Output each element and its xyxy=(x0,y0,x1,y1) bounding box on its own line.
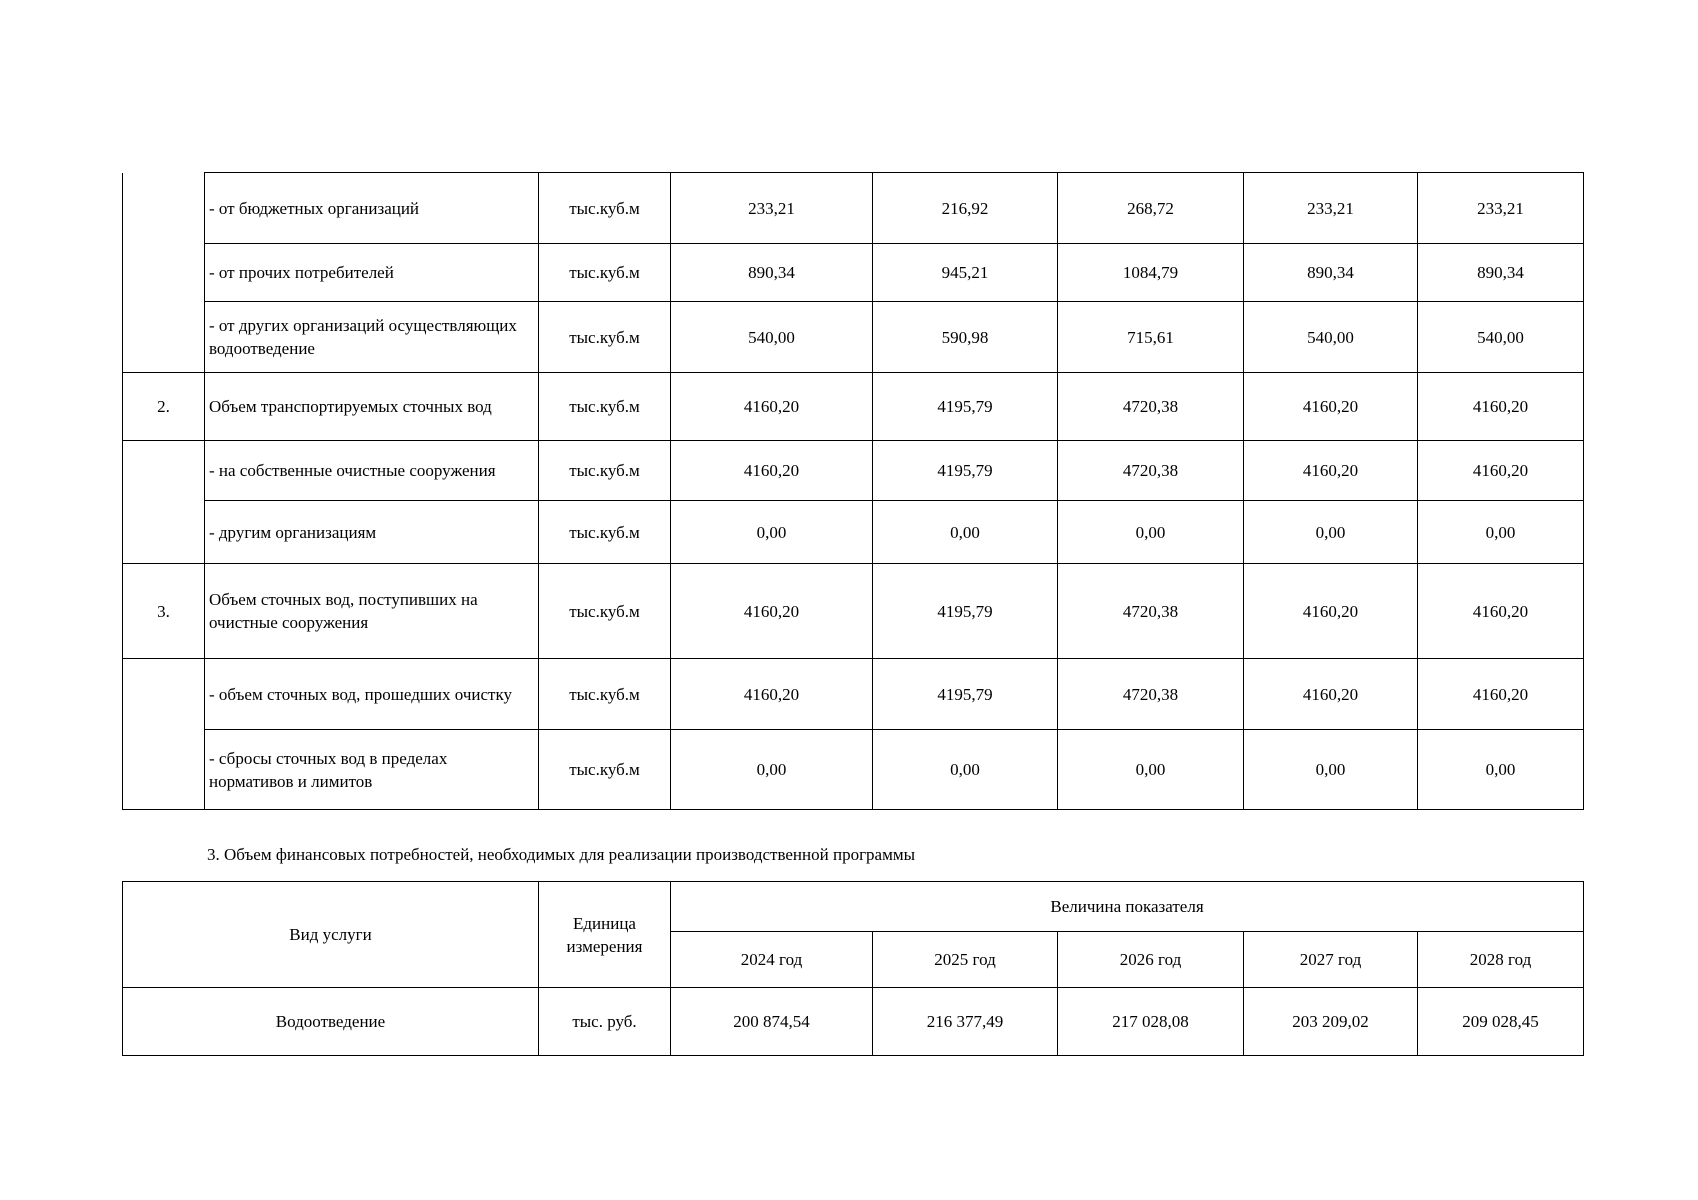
value-2026: 217 028,08 xyxy=(1058,988,1244,1056)
row-number: 3. xyxy=(123,564,205,659)
row-unit: тыс.куб.м xyxy=(539,501,671,564)
row-unit: тыс.куб.м xyxy=(539,441,671,501)
row-name: - на собственные очистные сооружения xyxy=(205,441,539,501)
table-row xyxy=(123,441,1584,501)
value-2028: 4160,20 xyxy=(1418,564,1584,659)
value-2025: 4195,79 xyxy=(873,564,1058,659)
table-row xyxy=(123,373,1584,441)
year-2028: 2028 год xyxy=(1418,932,1584,988)
value-2028: 209 028,45 xyxy=(1418,988,1584,1056)
value-2028: 4160,20 xyxy=(1418,441,1584,501)
row-unit: тыс.куб.м xyxy=(539,302,671,373)
value-2028: 890,34 xyxy=(1418,244,1584,302)
table-row xyxy=(123,302,1584,373)
value-2027: 890,34 xyxy=(1244,244,1418,302)
value-2025: 4195,79 xyxy=(873,441,1058,501)
value-2027: 4160,20 xyxy=(1244,441,1418,501)
value-2025: 0,00 xyxy=(873,501,1058,564)
finance-table xyxy=(122,881,1584,1056)
value-2024: 0,00 xyxy=(671,501,873,564)
row-unit: тыс.куб.м xyxy=(539,730,671,810)
value-2028: 233,21 xyxy=(1418,173,1584,244)
value-2026: 0,00 xyxy=(1058,730,1244,810)
value-2025: 0,00 xyxy=(873,730,1058,810)
value-2027: 0,00 xyxy=(1244,501,1418,564)
row-name: - от других организаций осуществляющих водоотведение xyxy=(205,302,539,373)
header-value: Величина показателя xyxy=(671,882,1584,932)
table-row xyxy=(123,564,1584,659)
row-unit: тыс.куб.м xyxy=(539,659,671,730)
value-2026: 1084,79 xyxy=(1058,244,1244,302)
value-2028: 4160,20 xyxy=(1418,659,1584,730)
row-number xyxy=(123,441,205,564)
value-2027: 0,00 xyxy=(1244,730,1418,810)
header-unit: Единица измерения xyxy=(539,882,671,988)
year-2027: 2027 год xyxy=(1244,932,1418,988)
section-title: 3. Объем финансовых потребностей, необходимых для реализации производственной программы xyxy=(207,845,916,864)
value-2024: 233,21 xyxy=(671,173,873,244)
table-row xyxy=(123,659,1584,730)
value-2024: 0,00 xyxy=(671,730,873,810)
value-2026: 4720,38 xyxy=(1058,659,1244,730)
row-number: 2. xyxy=(123,373,205,441)
row-unit: тыс.куб.м xyxy=(539,173,671,244)
row-name: - от прочих потребителей xyxy=(205,244,539,302)
row-unit: тыс.куб.м xyxy=(539,244,671,302)
value-2024: 4160,20 xyxy=(671,659,873,730)
value-2027: 4160,20 xyxy=(1244,659,1418,730)
value-2026: 4720,38 xyxy=(1058,373,1244,441)
year-2024: 2024 год xyxy=(671,932,873,988)
value-2025: 4195,79 xyxy=(873,659,1058,730)
year-2026: 2026 год xyxy=(1058,932,1244,988)
value-2024: 890,34 xyxy=(671,244,873,302)
finance-header-row xyxy=(123,882,1584,932)
value-2025: 216 377,49 xyxy=(873,988,1058,1056)
finance-table-body xyxy=(123,882,1584,1056)
value-2027: 233,21 xyxy=(1244,173,1418,244)
value-2028: 4160,20 xyxy=(1418,373,1584,441)
row-name: - объем сточных вод, прошедших очистку xyxy=(205,659,539,730)
table-row xyxy=(123,988,1584,1056)
value-2025: 945,21 xyxy=(873,244,1058,302)
row-name: - от бюджетных организаций xyxy=(205,173,539,244)
value-2026: 715,61 xyxy=(1058,302,1244,373)
table-row xyxy=(123,501,1584,564)
value-2027: 4160,20 xyxy=(1244,373,1418,441)
production-program-table xyxy=(122,172,1584,810)
service-unit: тыс. руб. xyxy=(539,988,671,1056)
row-name: Объем транспортируемых сточных вод xyxy=(205,373,539,441)
value-2028: 0,00 xyxy=(1418,730,1584,810)
value-2024: 540,00 xyxy=(671,302,873,373)
production-table-body xyxy=(123,173,1584,810)
value-2027: 4160,20 xyxy=(1244,564,1418,659)
value-2026: 268,72 xyxy=(1058,173,1244,244)
value-2027: 203 209,02 xyxy=(1244,988,1418,1056)
row-name: Объем сточных вод, поступивших на очистные сооружения xyxy=(205,564,539,659)
value-2028: 540,00 xyxy=(1418,302,1584,373)
value-2027: 540,00 xyxy=(1244,302,1418,373)
table-row xyxy=(123,244,1584,302)
header-service: Вид услуги xyxy=(123,882,539,988)
row-name: - сбросы сточных вод в пределах нормативов и лимитов xyxy=(205,730,539,810)
service-name: Водоотведение xyxy=(123,988,539,1056)
value-2025: 4195,79 xyxy=(873,373,1058,441)
value-2025: 590,98 xyxy=(873,302,1058,373)
year-2025: 2025 год xyxy=(873,932,1058,988)
value-2024: 200 874,54 xyxy=(671,988,873,1056)
row-number xyxy=(123,659,205,810)
row-unit: тыс.куб.м xyxy=(539,564,671,659)
value-2026: 4720,38 xyxy=(1058,441,1244,501)
row-unit: тыс.куб.м xyxy=(539,373,671,441)
value-2026: 0,00 xyxy=(1058,501,1244,564)
table-row xyxy=(123,730,1584,810)
value-2024: 4160,20 xyxy=(671,441,873,501)
value-2024: 4160,20 xyxy=(671,373,873,441)
row-name: - другим организациям xyxy=(205,501,539,564)
row-number xyxy=(123,173,205,373)
value-2028: 0,00 xyxy=(1418,501,1584,564)
table-row xyxy=(123,173,1584,244)
value-2026: 4720,38 xyxy=(1058,564,1244,659)
value-2025: 216,92 xyxy=(873,173,1058,244)
value-2024: 4160,20 xyxy=(671,564,873,659)
